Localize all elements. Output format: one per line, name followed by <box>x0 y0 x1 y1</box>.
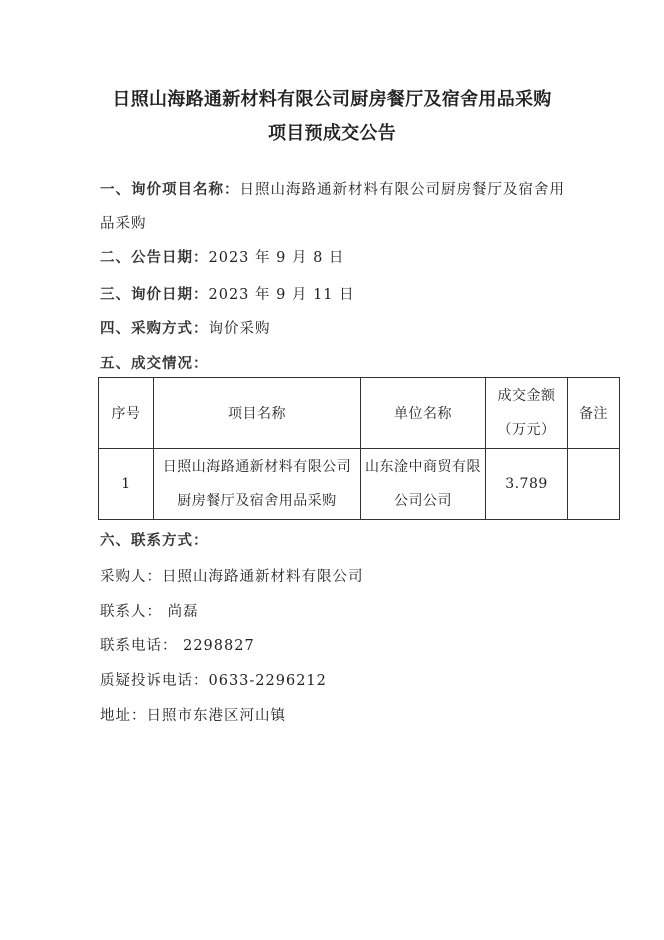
method-row <box>100 317 271 338</box>
cell-seq: 1 <box>99 449 154 520</box>
cell-unit-line2: 公司公司 <box>394 493 452 509</box>
cell-amount: 3.789 <box>486 449 568 520</box>
announce-date-row <box>100 246 344 267</box>
cell-unit <box>361 449 486 520</box>
deal-heading <box>100 352 209 373</box>
project-name-label: 一、询价项目名称： <box>100 182 240 198</box>
contact-buyer: 采购人：日照山海路通新材料有限公司 <box>100 569 364 585</box>
document-title-line1: 日照山海路通新材料有限公司厨房餐厅及宿舍用品采购 <box>112 89 552 110</box>
method-label: 四、采购方式： <box>100 321 209 337</box>
project-name-continued: 品采购 <box>100 216 147 232</box>
header-remark: 备注 <box>568 378 620 449</box>
cell-remark <box>568 449 620 520</box>
deal-table <box>98 377 620 520</box>
header-amount-line1: 成交金额 <box>497 388 556 404</box>
method-value: 询价采购 <box>208 321 271 337</box>
header-project: 项目名称 <box>154 378 361 449</box>
contact-address: 地址：日照市东港区河山镇 <box>100 708 286 724</box>
table-row <box>99 449 620 520</box>
header-amount <box>486 378 568 449</box>
table-header-row <box>99 378 620 449</box>
contact-complaint-phone: 质疑投诉电话：0633-2296212 <box>100 673 327 689</box>
deal-label: 五、成交情况： <box>100 356 209 372</box>
announce-date-value: 2023 年 9 月 8 日 <box>208 250 345 266</box>
cell-project-line2: 厨房餐厅及宿舍用品采购 <box>177 493 337 509</box>
contact-person: 联系人： 尚磊 <box>100 604 199 620</box>
header-seq: 序号 <box>99 378 154 449</box>
contact-heading <box>100 529 209 550</box>
header-amount-line2: （万元） <box>497 422 556 438</box>
header-unit: 单位名称 <box>361 378 486 449</box>
cell-project-line1: 日照山海路通新材料有限公司 <box>162 459 352 475</box>
contact-phone: 联系电话： 2298827 <box>100 638 255 654</box>
project-name-row <box>100 178 565 199</box>
cell-project <box>154 449 361 520</box>
document-title-line2: 项目预成交公告 <box>267 123 397 144</box>
cell-unit-line1: 山东淦中商贸有限 <box>365 459 481 475</box>
project-name-value: 日照山海路通新材料有限公司厨房餐厅及宿舍用 <box>239 182 565 198</box>
inquiry-date-value: 2023 年 9 月 11 日 <box>208 287 355 303</box>
inquiry-date-label: 三、询价日期： <box>100 287 209 303</box>
inquiry-date-row <box>100 283 355 304</box>
announce-date-label: 二、公告日期： <box>100 250 209 266</box>
contact-label: 六、联系方式： <box>100 533 209 549</box>
